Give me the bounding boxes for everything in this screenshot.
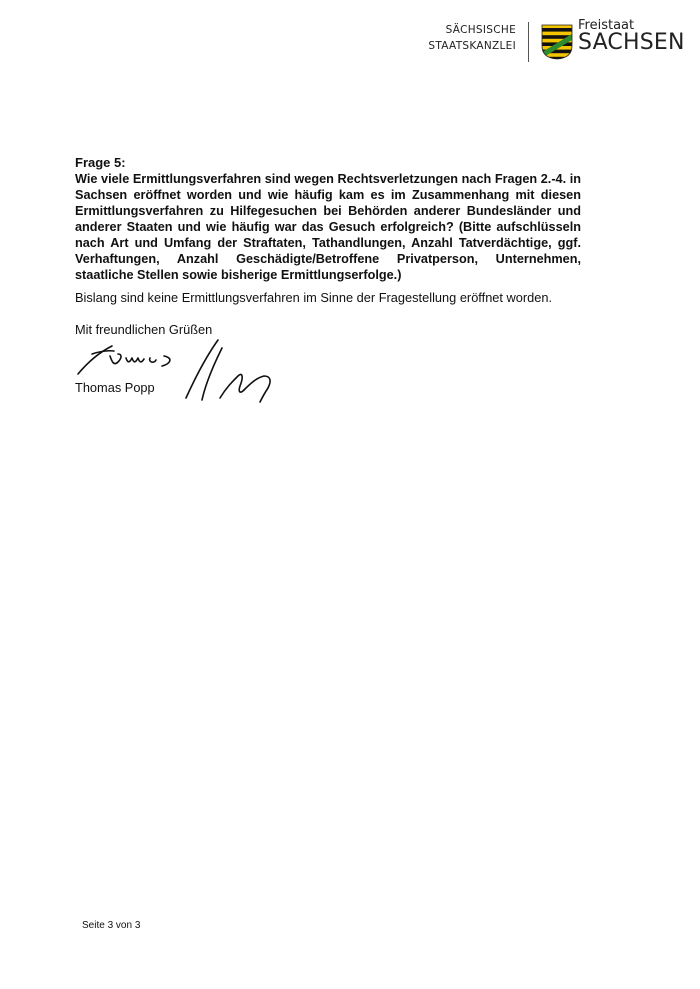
signer-name: Thomas Popp — [75, 380, 155, 395]
closing-greeting: Mit freundlichen Grüßen — [75, 322, 213, 337]
brand-sachsen: SACHSEN — [578, 30, 685, 55]
saxony-coat-of-arms-icon — [541, 24, 573, 60]
header-divider — [528, 22, 529, 62]
department-name — [410, 22, 516, 54]
brand-freistaat: Freistaat — [578, 18, 635, 33]
handwritten-signature — [70, 332, 290, 412]
answer-text: Bislang sind keine Ermittlungsverfahren im Sinne der Fragestellung eröffnet worden. — [75, 290, 553, 305]
department-line-2: STAATSKANZLEI — [428, 40, 516, 52]
question-text: Wie viele Ermittlungsverfahren sind wegen Rechtsverletzungen nach Fragen 2.-4. in Sachsen eröffnet worden und wie häufig kam es im Zusammenhang mit diesen Ermittlungsverfahren zu Hilfegesuchen bei Behörden anderer Bundesländer und anderer Staaten und wie häufig war das Gesuch erfolgreich? (Bitte aufschlüsseln nach Art und Umfang der Straftaten, Tathandlungen, Anzahl Tatverdächtige, ggf. Verhaftungen, Anzahl Geschädigte/Betroffene Privatperson, Unternehmen, staatliche Stellen sowie bisherige Ermittlungserfolge.) — [75, 172, 581, 282]
department-line-1: SÄCHSISCHE — [445, 24, 516, 36]
page-number: Seite 3 von 3 — [82, 920, 141, 931]
question-label: Frage 5: — [75, 155, 126, 170]
